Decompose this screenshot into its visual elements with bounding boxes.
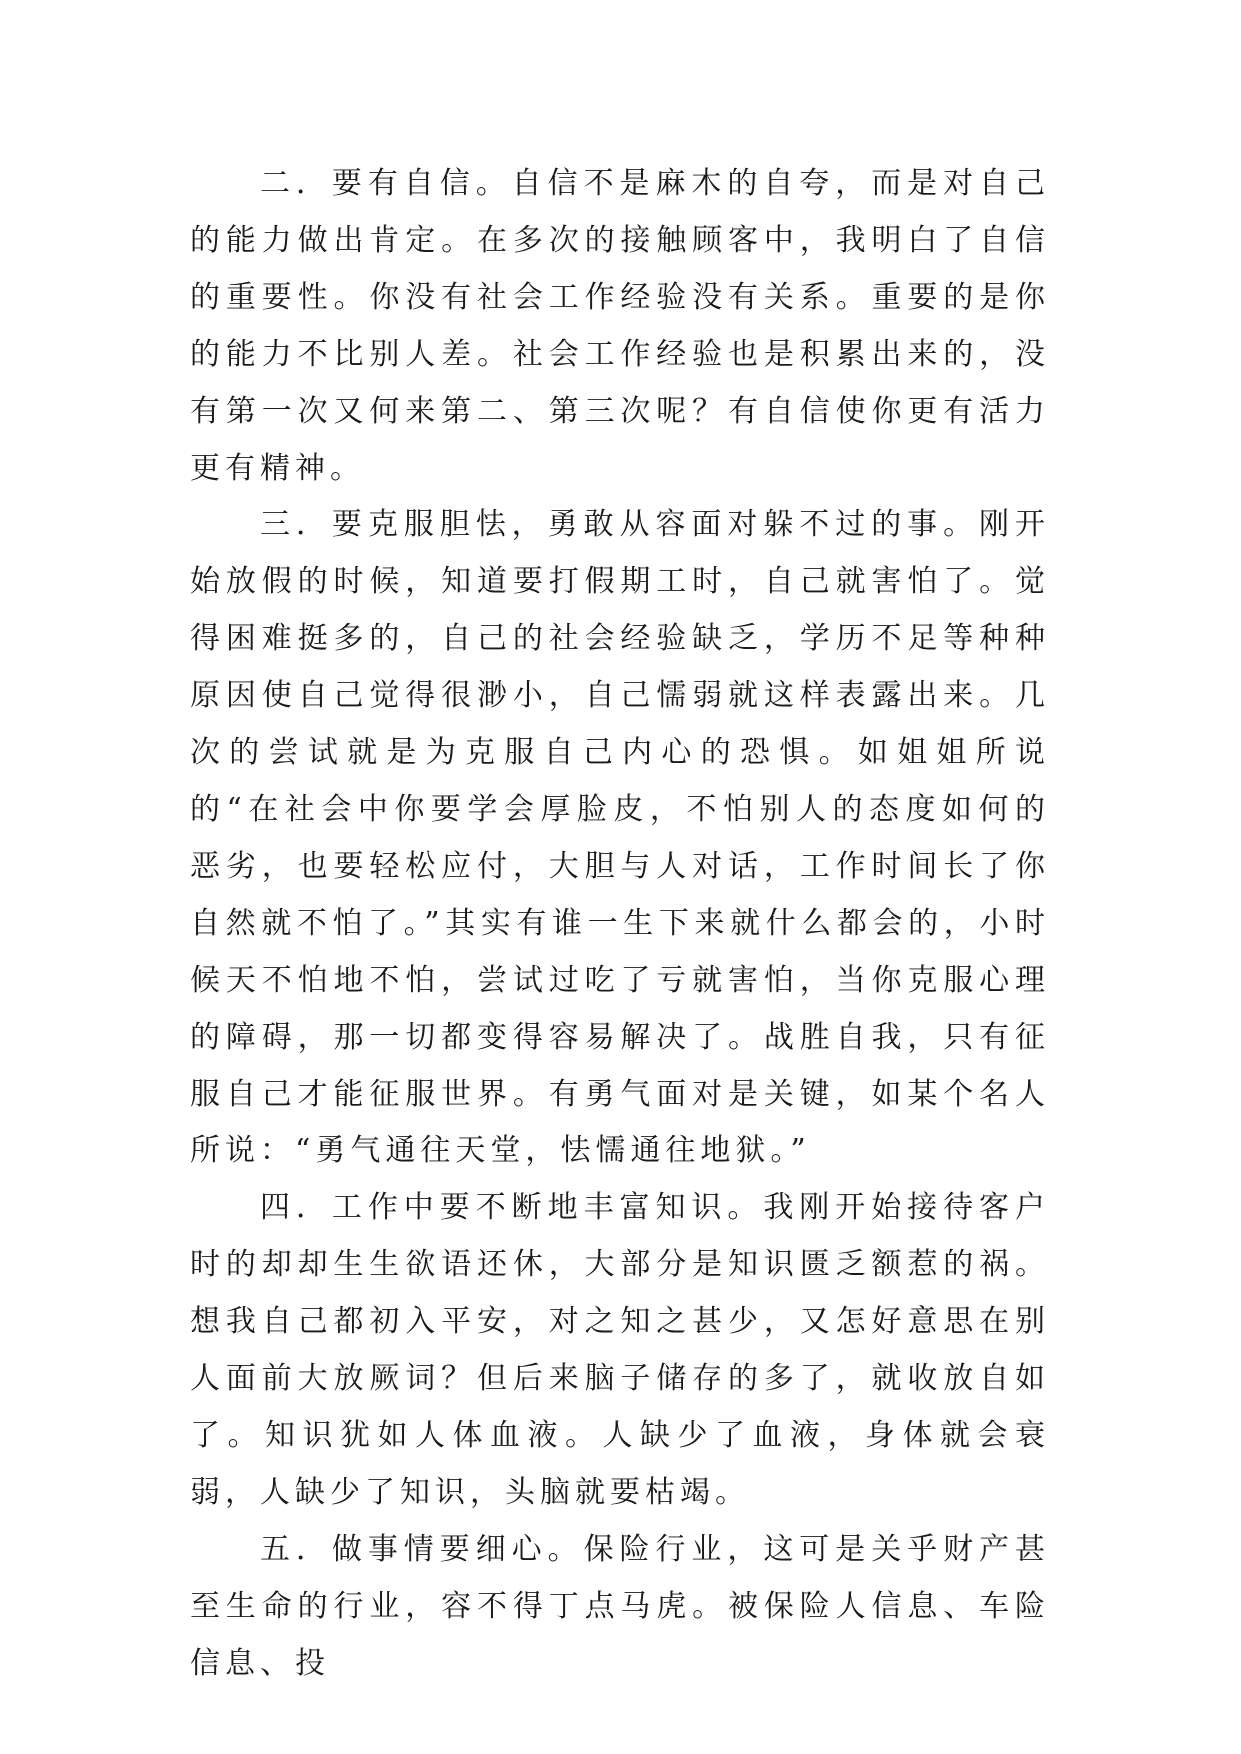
document-body xyxy=(190,156,1050,1692)
paragraph-overcome-timidity: 三．要克服胆怯，勇敢从容面对躲不过的事。刚开始放假的时候，知道要打假期工时，自己就害怕了。觉得困难挺多的，自己的社会经验缺乏，学历不足等种种原因使自己觉得很渺小，自己懦弱就这样表露出来。几次的尝试就是为克服自己内心的恐惧。如姐姐所说的“在社会中你要学会厚脸皮，不怕别人的态度如何的恶劣，也要轻松应付，大胆与人对话，工作时间长了你自然就不怕了。”其实有谁一生下来就什么都会的，小时候天不怕地不怕，尝试过吃了亏就害怕，当你克服心理的障碍，那一切都变得容易解决了。战胜自我，只有征服自己才能征服世界。有勇气面对是关键，如某个名人所说：“勇气通往天堂，怯懦通往地狱。” xyxy=(190,507,1050,1169)
paragraph-be-careful: 五．做事情要细心。保险行业，这可是关乎财产甚至生命的行业，容不得丁点马虎。被保险人信息、车险信息、投 xyxy=(190,1531,1050,1681)
paragraph-confidence: 二．要有自信。自信不是麻木的自夸，而是对自己的能力做出肯定。在多次的接触顾客中，我明白了自信的重要性。你没有社会工作经验没有关系。重要的是你的能力不比别人差。社会工作经验也是积累出来的，没有第一次又何来第二、第三次呢？有自信使你更有活力更有精神。 xyxy=(190,166,1050,486)
paragraph-enrich-knowledge: 四．工作中要不断地丰富知识。我刚开始接待客户时的却却生生欲语还休，大部分是知识匮乏额惹的祸。想我自己都初入平安，对之知之甚少，又怎好意思在别人面前大放厥词？但后来脑子储存的多了，就收放自如了。知识犹如人体血液。人缺少了血液，身体就会衰弱，人缺少了知识，头脑就要枯竭。 xyxy=(190,1190,1050,1510)
